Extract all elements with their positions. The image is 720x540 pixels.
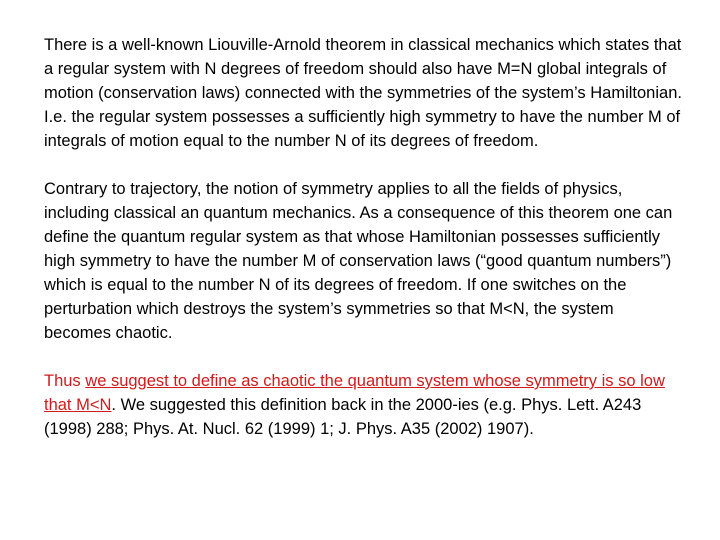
chaos-definition-references: . We suggested this definition back in the 2000-ies (e.g. Phys. Lett. A243 (1998) 288; Phys. At. Nucl. 62 (1999) 1; J. Phys. A35 (2002) 1907). [44,396,642,438]
paragraph-liouville-arnold-theorem: There is a well-known Liouville-Arnold theorem in classical mechanics which states that a regular system with N degrees of freedom should also have M=N global integrals of motion (conservation laws) connected with the symmetries of the system’s Hamiltonian. I.e. the regular system possesses a sufficiently high symmetry to have the number M of integrals of motion equal to the number N of its degrees of freedom. [44,36,682,150]
paragraph-symmetry-definition: Contrary to trajectory, the notion of symmetry applies to all the fields of physics, including classical an quantum mechanics. As a consequence of this theorem one can define the quantum regular system as that whose Hamiltonian possesses sufficiently high symmetry to have the number M of conservation laws (“good quantum numbers”) which is equal to the number N of its degrees of freedom. If one switches on the perturbation which destroys the system’s symmetries so that M<N, the system becomes chaotic. [44,180,673,342]
paragraph-chaos-definition [44,369,684,441]
chaos-definition-lead: Thus [44,372,86,390]
chaos-definition-highlight: we suggest to define as chaotic the quantum system whose symmetry is so low that M<N [44,372,665,414]
slide-body [44,33,684,441]
